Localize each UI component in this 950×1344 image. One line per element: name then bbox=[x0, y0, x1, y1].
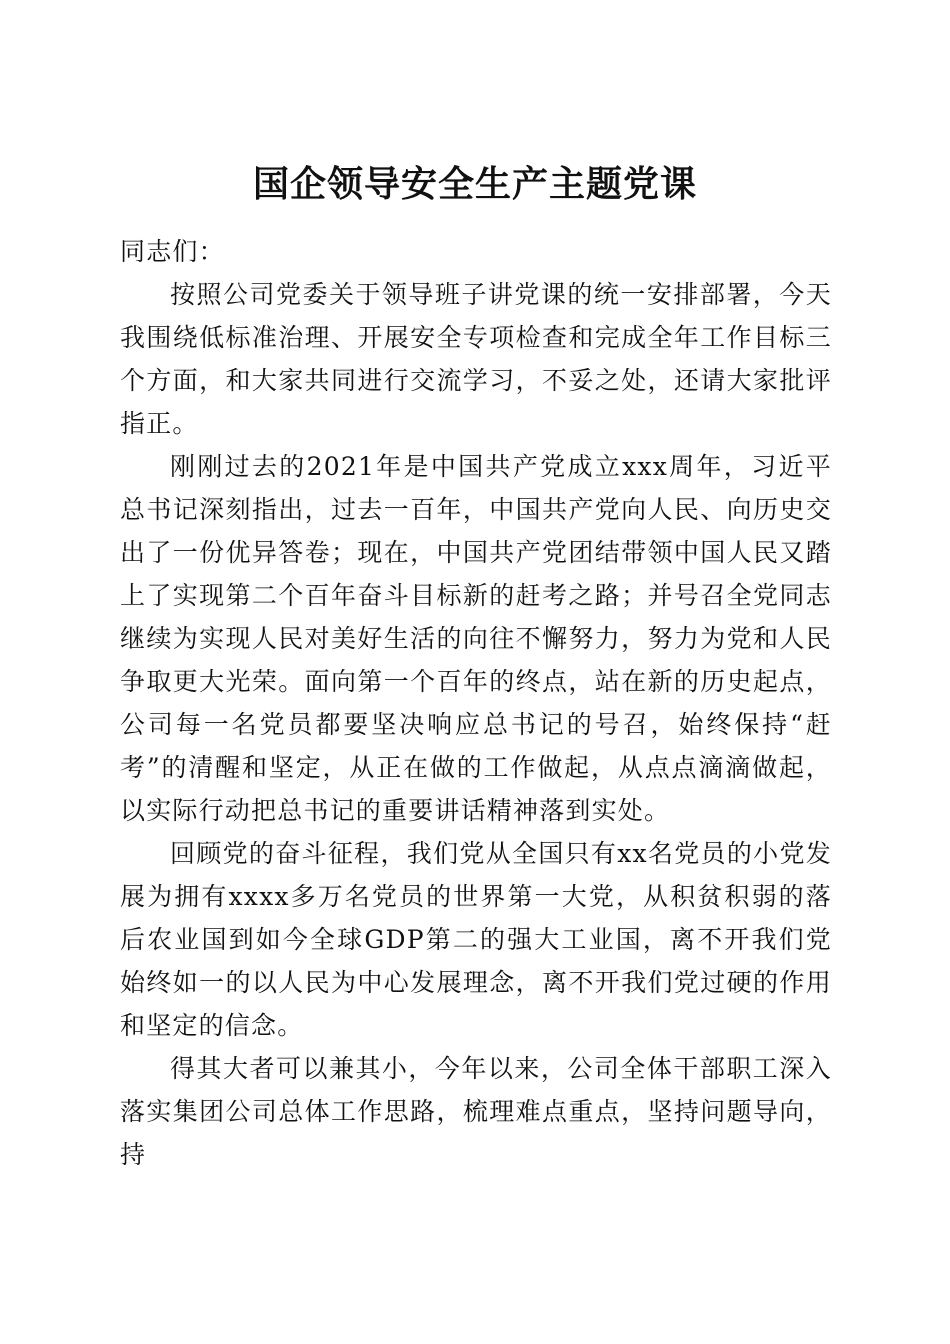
paragraph-4: 得其大者可以兼其小，今年以来，公司全体干部职工深入落实集团公司总体工作思路，梳理难点重点，坚持问题导向，持 bbox=[120, 1054, 832, 1169]
paragraph-1: 按照公司党委关于领导班子讲党课的统一安排部署，今天我围绕低标准治理、开展安全专项检查和完成全年工作目标三个方面，和大家共同进行交流学习，不妥之处，还请大家批评指正。 bbox=[120, 280, 832, 438]
paragraph-3: 回顾党的奋斗征程，我们党从全国只有xx名党员的小党发展为拥有xxxx多万名党员的世界第一大党，从积贫积弱的落后农业国到如今全球GDP第二的强大工业国，离不开我们党始终如一的以人民为中心发展理念，离不开我们党过硬的作用和坚定的信念。 bbox=[120, 839, 832, 1040]
paragraph-2: 刚刚过去的2021年是中国共产党成立xxx周年，习近平总书记深刻指出，过去一百年，中国共产党向人民、向历史交出了一份优异答卷；现在，中国共产党团结带领中国人民又踏上了实现第二个百年奋斗目标新的赶考之路；并号召全党同志继续为实现人民对美好生活的向往不懈努力，努力为党和人民争取更大光荣。面向第一个百年的终点，站在新的历史起点，公司每一名党员都要坚决响应总书记的号召，始终保持“赶考”的清醒和坚定，从正在做的工作做起，从点点滴滴做起，以实际行动把总书记的重要讲话精神落到实处。 bbox=[120, 452, 832, 825]
document-title: 国企领导安全生产主题党课 bbox=[252, 163, 697, 206]
document-body bbox=[120, 230, 832, 1176]
salutation: 同志们： bbox=[120, 237, 225, 266]
